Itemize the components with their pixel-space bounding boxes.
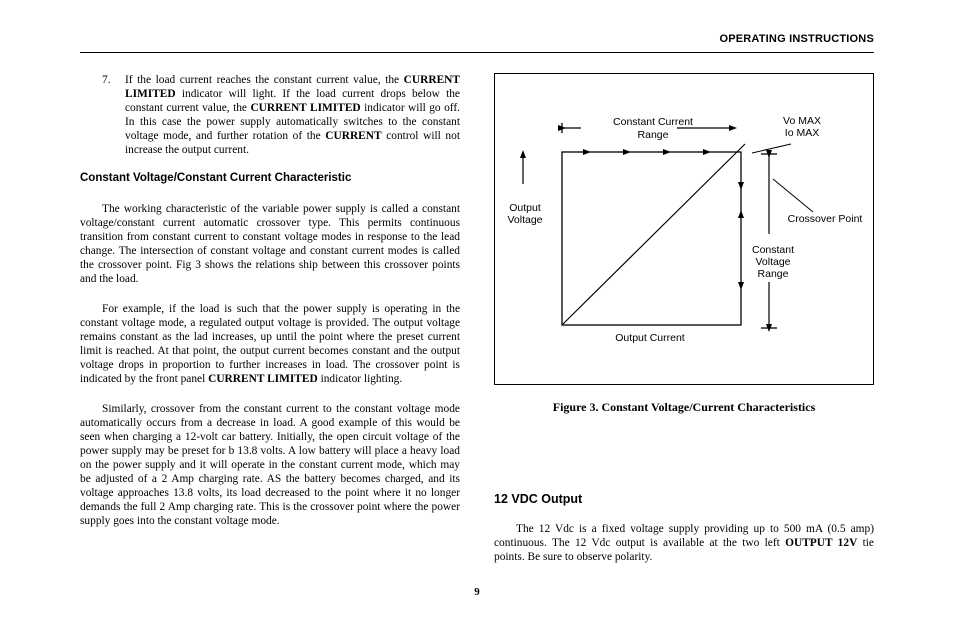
load-line xyxy=(562,144,745,325)
list-item-number: 7. xyxy=(102,74,111,86)
cc-range-label-1: Constant Current xyxy=(613,116,693,128)
header-rule xyxy=(80,52,874,53)
text-run: The 12 Vdc is a fixed voltage supply providing up to 500 mA (0.5 amp) continuous. The 12 Vdc output is available at the two left xyxy=(494,523,874,549)
output-voltage-label-1: Output xyxy=(509,202,541,214)
text-run: For example, if the load is such that the power supply is operating in the constant voltage mode, a regulated output voltage is provided. The output voltage remains constant as the lad increases, up until the point where the preset current limit is reached. At that point, the output current becomes constant and the output voltage drops in proportion to further increases in load. The crossover point is indicated by the front panel xyxy=(80,303,460,385)
figure-caption: Figure 3. Constant Voltage/Current Characteristics xyxy=(552,400,816,414)
bold-run: CURRENT xyxy=(325,130,382,142)
crossover-point-label: Crossover Point xyxy=(787,213,863,225)
section-heading: 12 VDC Output xyxy=(494,492,583,506)
bold-run: CURRENT LIMITED xyxy=(250,102,361,114)
text-run: indicator will light. If the load current drops below the constant current value, the xyxy=(125,88,460,114)
list-item-7 xyxy=(102,73,460,157)
text-run: tie points. Be sure to observe polarity. xyxy=(494,537,874,563)
cv-range-label-1: Constant xyxy=(751,244,795,256)
iomax-label: Io MAX xyxy=(784,127,820,139)
text-run: indicator will go off. In this case the power supply automatically switches to the constant voltage mode, and further rotation of the xyxy=(125,102,460,142)
left-column xyxy=(80,73,460,528)
paragraph: The working characteristic of the variable power supply is called a constant voltage/constant current automatic crossover type. This permits continuous transition from constant current to constant voltage modes in response to the lead change. The intersection of constant voltage and constant current modes is called the crossover point. Fig 3 shows the relations ship between this crossover points and the load. xyxy=(80,203,460,285)
paragraph xyxy=(80,302,460,386)
text-run: control will not increase the output current. xyxy=(125,130,460,156)
cv-cc-diagram xyxy=(495,74,875,386)
paragraph: Similarly, crossover from the constant current to the constant voltage mode automatically occurs from a decrease in load. A good example of this would be seen when charging a 12-volt car battery. Initially, the open circuit voltage of the power supply may be preset for b 13.8 volts. A low battery will place a heavy load on the power supply and it will operate in the constant current mode, which may be adjusted of a 2 Amp charging rate. AS the battery becomes charged, and its voltage approaches 13.8 volts, its load decreased to the point where it no longer demands the full 2 Amp charging rate. This is the crossover point where the power supply goes into the constant voltage mode. xyxy=(80,403,460,527)
list-item-text xyxy=(125,73,460,157)
cv-range-label-2: Voltage xyxy=(755,256,791,268)
text-run: If the load current reaches the constant current value, the xyxy=(125,74,404,86)
section-heading: Constant Voltage/Constant Current Characteristic xyxy=(80,172,352,184)
text-run: indicator lighting. xyxy=(317,373,403,385)
figure-3 xyxy=(494,73,874,385)
bold-run: OUTPUT 12V xyxy=(785,537,858,549)
page-number: 9 xyxy=(474,586,480,598)
output-voltage-label-2: Voltage xyxy=(507,214,543,226)
paragraph xyxy=(494,522,874,564)
bold-run: CURRENT LIMITED xyxy=(208,373,318,385)
cc-range-label-2: Range xyxy=(637,129,669,141)
right-column xyxy=(494,492,874,564)
bold-run: CURRENT LIMITED xyxy=(125,74,460,100)
page-header-title: OPERATING INSTRUCTIONS xyxy=(719,33,874,45)
vomax-label: Vo MAX xyxy=(783,115,821,127)
output-current-label: Output Current xyxy=(615,332,685,344)
cv-range-label-3: Range xyxy=(757,268,789,280)
